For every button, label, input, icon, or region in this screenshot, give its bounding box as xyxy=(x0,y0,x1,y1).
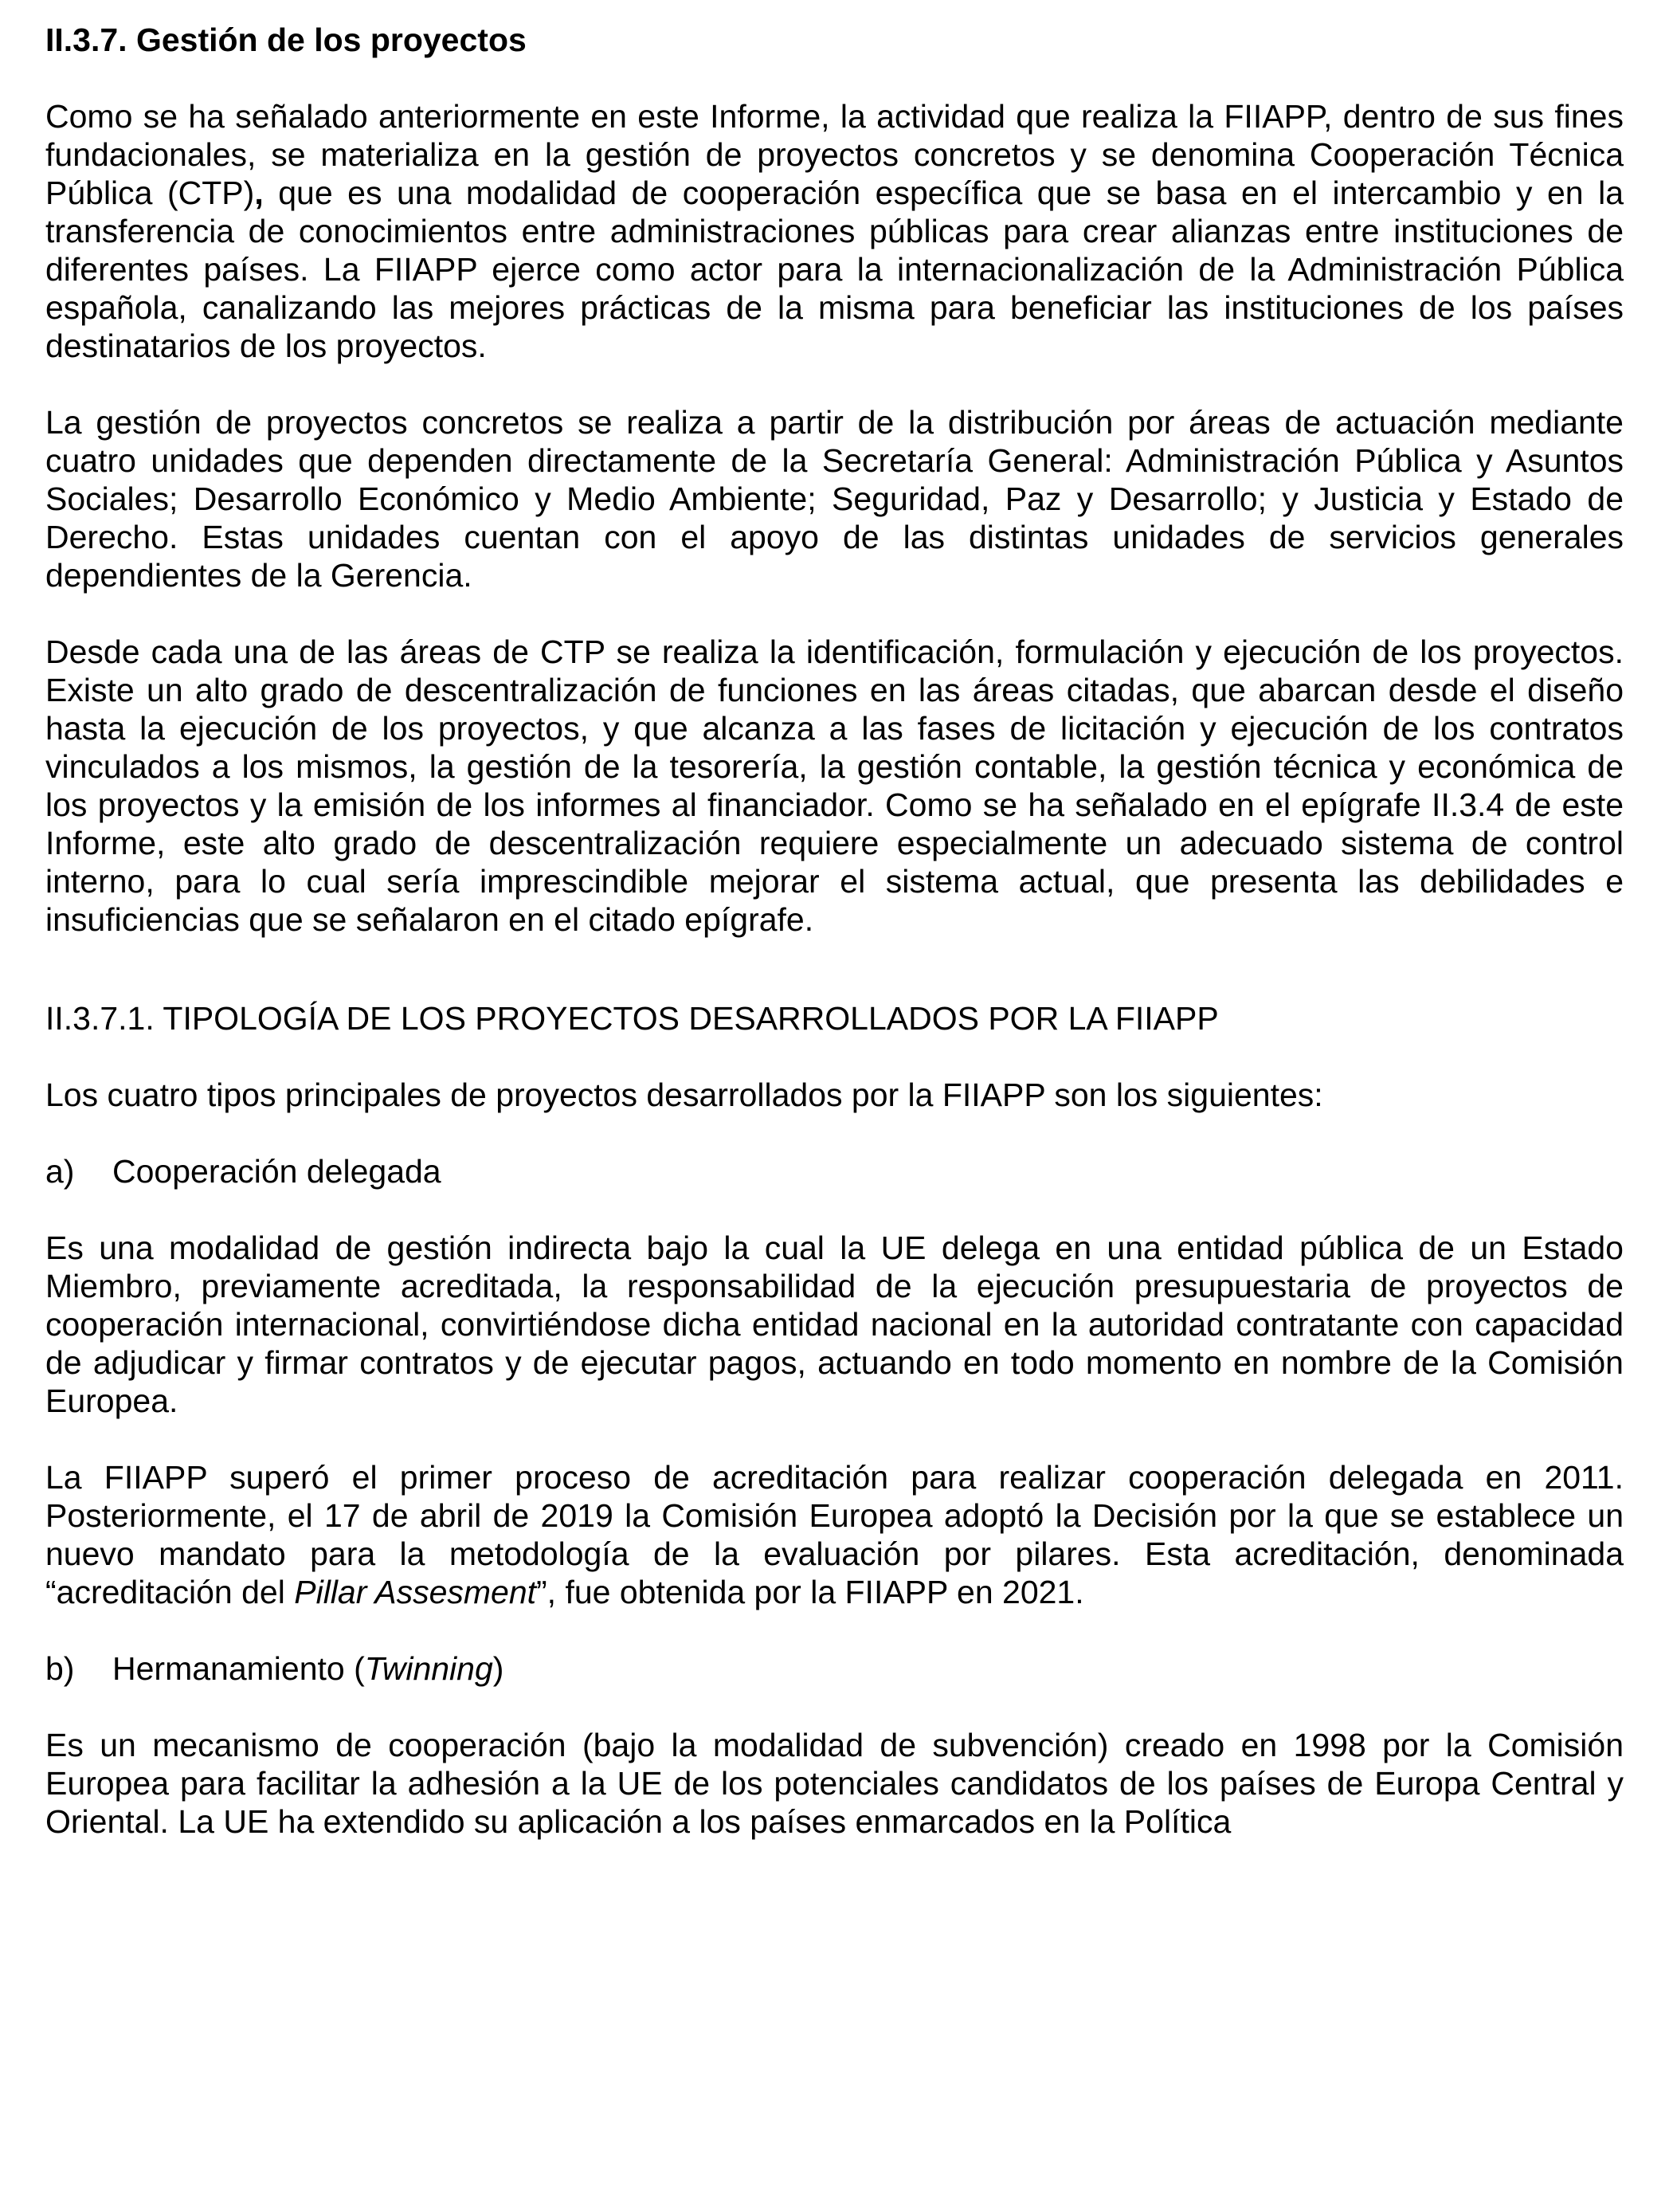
list-marker-b: b) xyxy=(45,1650,75,1687)
list-item-a xyxy=(45,1152,1624,1190)
text-run: Hermanamiento ( xyxy=(112,1650,365,1687)
paragraph-5: Es una modalidad de gestión indirecta bajo la cual la UE delega en una entidad pública de un Estado Miembro, previamente acreditada, la responsabilidad de la ejecución presupuestaria de proyectos de cooperación internacional, convirtiéndose dicha entidad nacional en la autoridad contratante con capacidad de adjudicar y firmar contratos y de ejecutar pagos, actuando en todo momento en nombre de la Comisión Europea. xyxy=(45,1230,1624,1419)
text-run: que es una modalidad de cooperación específica que se basa en el intercambio y en la transferencia de conocimientos entre administraciones públicas para crear alianzas entre instituciones de diferentes países. La FIIAPP ejerce como actor para la internacionalización de la Administración Pública española, canalizando las mejores prácticas de la misma para beneficiar las instituciones de los países destinatarios de los proyectos. xyxy=(45,175,1624,364)
list-marker-a: a) xyxy=(45,1153,75,1190)
text-run: La FIIAPP superó el primer proceso de acreditación para realizar cooperación delegada en 2011. Posteriormente, el 17 de abril de 2019 la Comisión Europea adoptó la Decisión por la que se establece un nuevo mandato para la metodología de la evaluación por pilares. Esta acreditación, denominada “acreditación del xyxy=(45,1459,1624,1610)
text-run-bold: , xyxy=(254,175,264,211)
list-label-b xyxy=(112,1649,1624,1688)
subsection-heading: II.3.7.1. TIPOLOGÍA DE LOS PROYECTOS DESARROLLADOS POR LA FIIAPP xyxy=(45,1000,1219,1037)
text-run-italic: Twinning xyxy=(364,1650,493,1687)
text-run-italic: Pillar Assesment xyxy=(294,1574,537,1610)
text-run: Como se ha señalado anteriormente en este Informe, la actividad que realiza la FIIAPP, dentro de sus fines fundacionales, se materializa en la gestión de proyectos concretos y se denomina Cooperación Técnica Pública (CTP) xyxy=(45,98,1624,211)
paragraph-1 xyxy=(45,97,1624,365)
paragraph-6 xyxy=(45,1458,1624,1611)
section-heading: II.3.7. Gestión de los proyectos xyxy=(45,22,527,58)
list-label-a: Cooperación delegada xyxy=(112,1153,441,1190)
paragraph-3: Desde cada una de las áreas de CTP se realiza la identificación, formulación y ejecución de los proyectos. Existe un alto grado de descentralización de funciones en las áreas citadas, que abarcan desde el diseño hasta la ejecución de los proyectos, y que alcanza a las fases de licitación y ejecución de los contratos vinculados a los mismos, la gestión de la tesorería, la gestión contable, la gestión técnica y económica de los proyectos y la emisión de los informes al financiador. Como se ha señalado en el epígrafe II.3.4 de este Informe, este alto grado de descentralización requiere especialmente un adecuado sistema de control interno, para lo cual sería imprescindible mejorar el sistema actual, que presenta las debilidades e insuficiencias que se señalaron en el citado epígrafe. xyxy=(45,633,1624,938)
list-item-b xyxy=(45,1649,1624,1688)
paragraph-4: Los cuatro tipos principales de proyectos desarrollados por la FIIAPP son los siguientes: xyxy=(45,1077,1323,1113)
paragraph-2: La gestión de proyectos concretos se realiza a partir de la distribución por áreas de actuación mediante cuatro unidades que dependen directamente de la Secretaría General: Administración Pública y Asuntos Sociales; Desarrollo Económico y Medio Ambiente; Seguridad, Paz y Desarrollo; y Justicia y Estado de Derecho. Estas unidades cuentan con el apoyo de las distintas unidades de servicios generales dependientes de la Gerencia. xyxy=(45,404,1624,594)
text-run: ) xyxy=(492,1650,504,1687)
text-run: ”, fue obtenida por la FIIAPP en 2021. xyxy=(536,1574,1084,1610)
paragraph-7: Es un mecanismo de cooperación (bajo la modalidad de subvención) creado en 1998 por la Comisión Europea para facilitar la adhesión a la UE de los potenciales candidatos de los países de Europa Central y Oriental. La UE ha extendido su aplicación a los países enmarcados en la Política xyxy=(45,1727,1624,1840)
